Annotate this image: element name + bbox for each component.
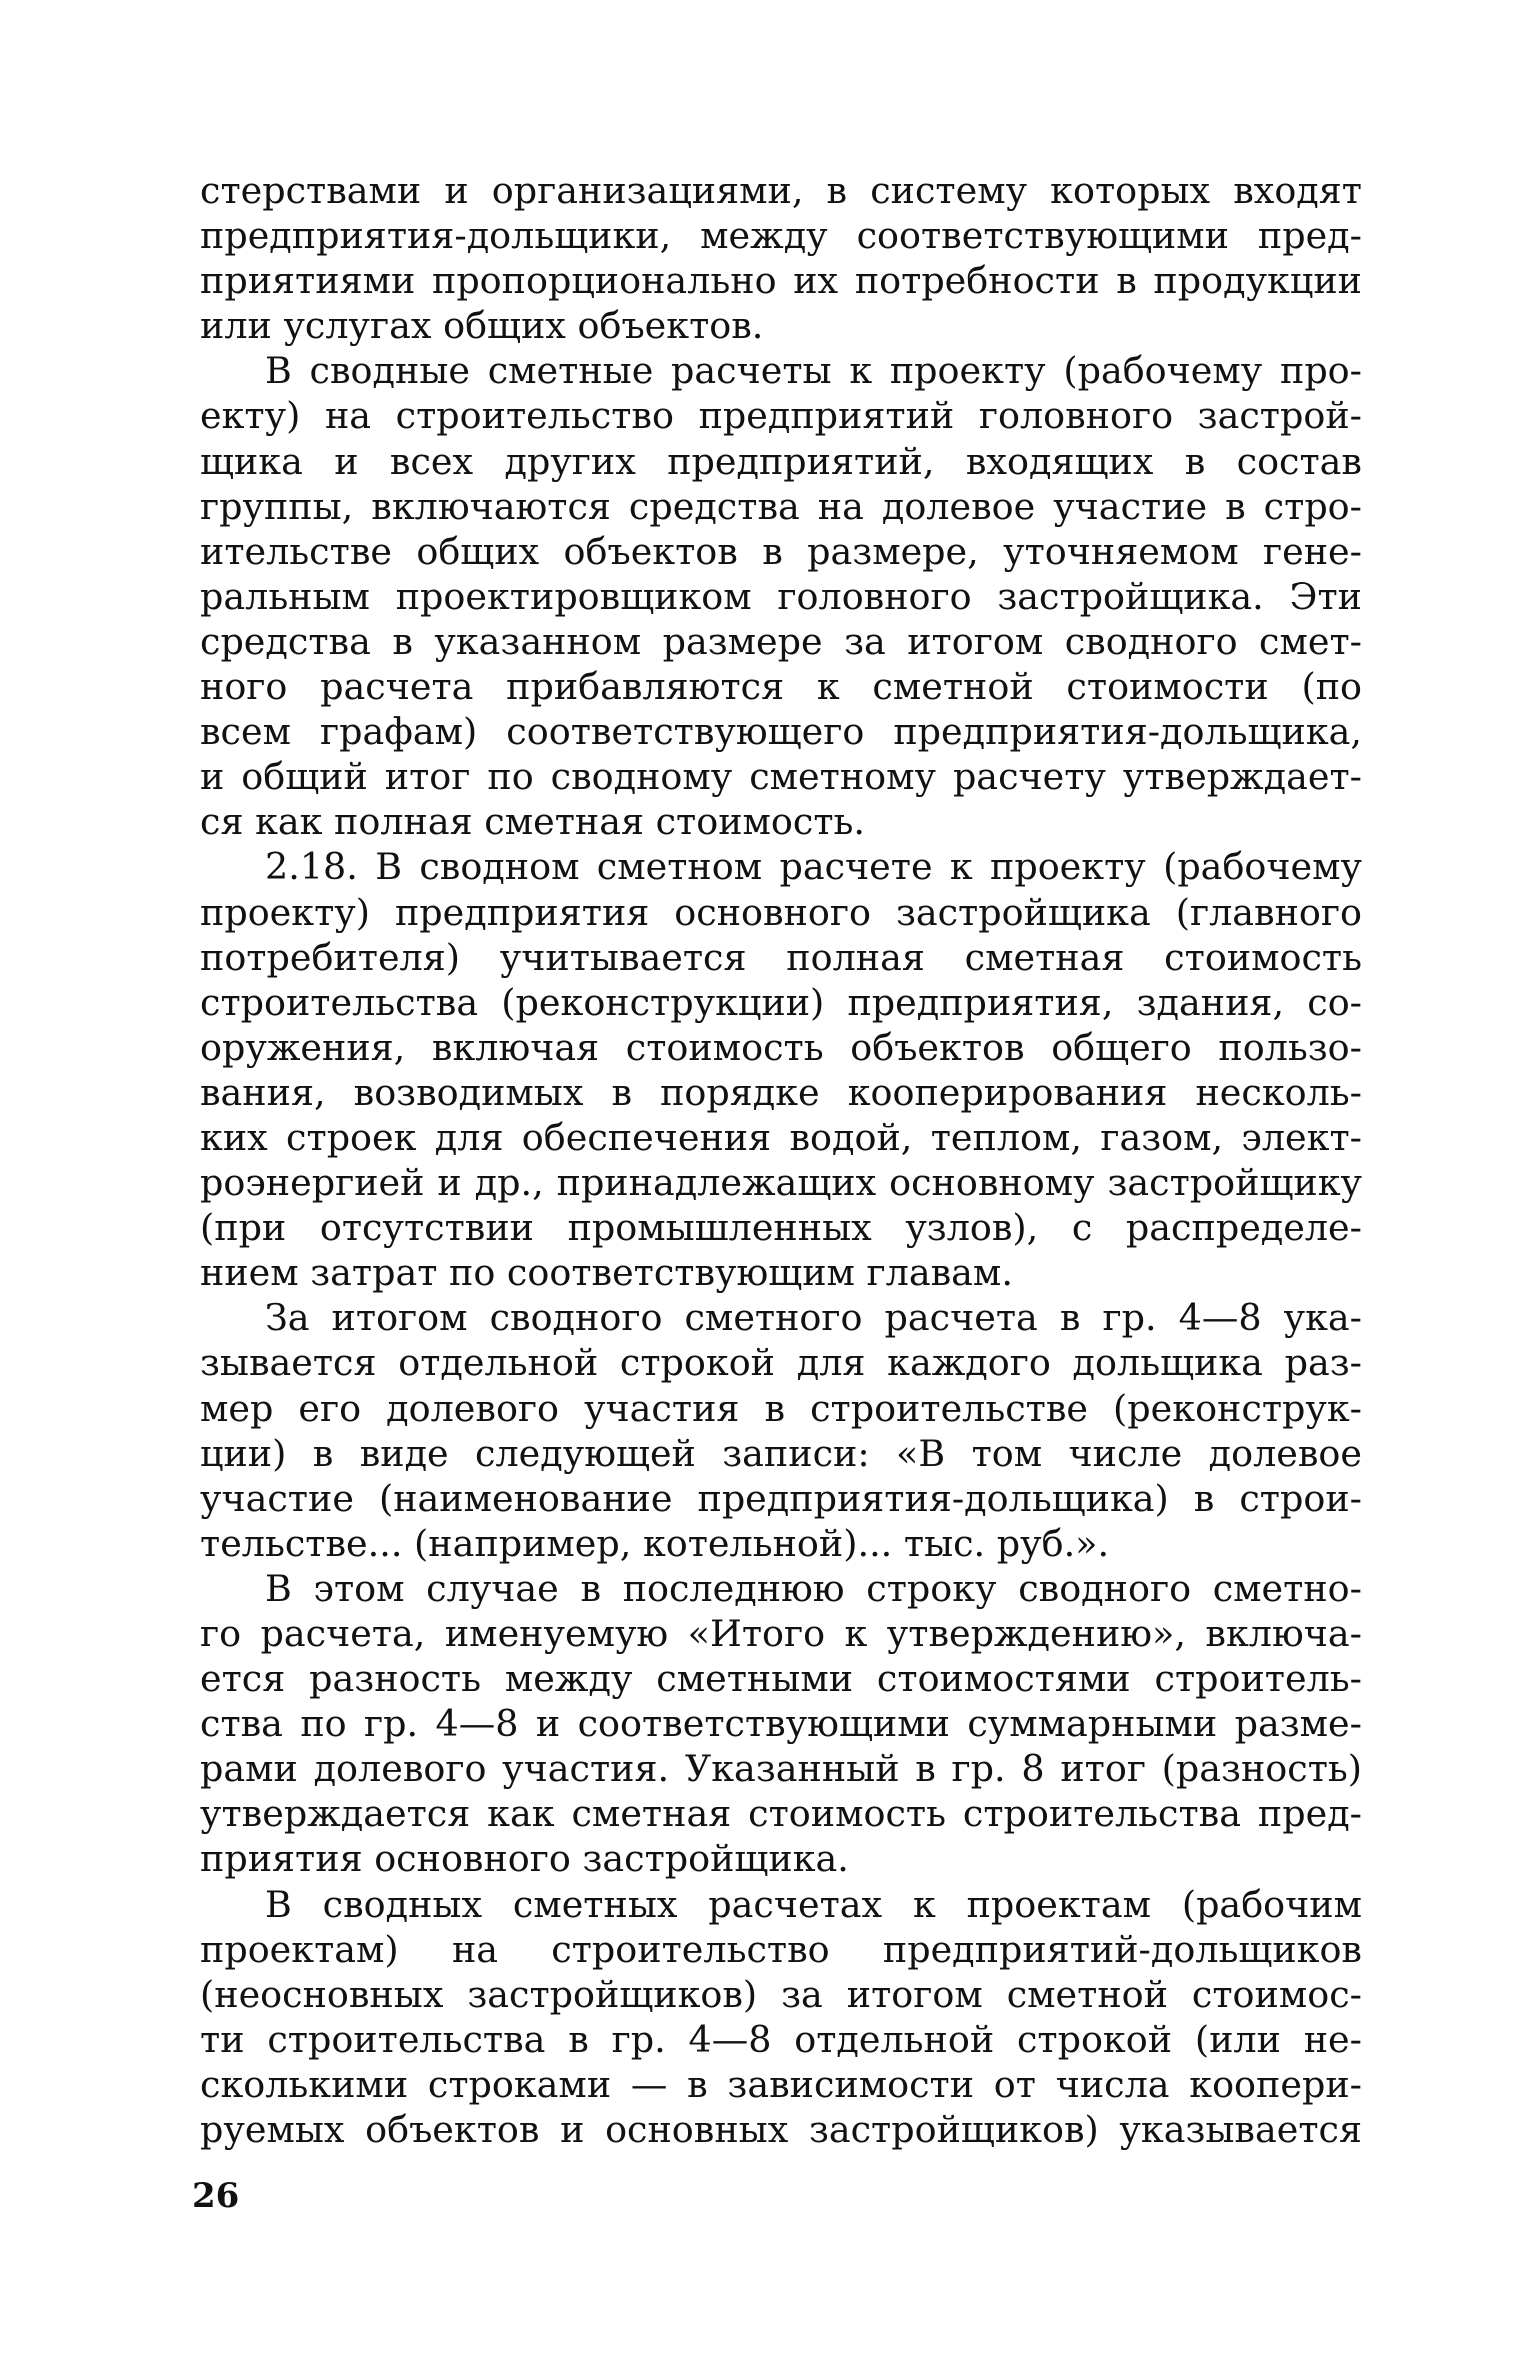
- text-line: рами долевого участия. Указанный в гр. 8 итог (разность): [200, 1747, 1362, 1791]
- text-line: тельстве... (например, котельной)... тыс. руб.».: [200, 1521, 1110, 1565]
- text-line: зывается отдельной строкой для каждого дольщика раз-: [200, 1341, 1362, 1385]
- text-line: ительстве общих объектов в размере, уточняемом гене-: [200, 529, 1362, 573]
- text-line: ти строительства в гр. 4—8 отдельной строкой (или не-: [200, 2017, 1362, 2061]
- text-line: 2.18. В сводном сметном расчете к проекту (рабочему: [265, 845, 1362, 889]
- text-line: предприятия-дольщики, между соответствующими пред-: [200, 214, 1362, 258]
- text-line: участие (наименование предприятия-дольщика) в строи-: [200, 1476, 1362, 1520]
- text-line: ких строек для обеспечения водой, теплом, газом, элект-: [200, 1115, 1362, 1159]
- text-line: ральным проектировщиком головного застройщика. Эти: [200, 574, 1362, 618]
- text-line: проекту) предприятия основного застройщика (главного: [200, 890, 1362, 934]
- text-line: За итогом сводного сметного расчета в гр. 4—8 ука-: [265, 1296, 1362, 1340]
- text-line: всем графам) соответствующего предприятия-дольщика,: [200, 710, 1362, 754]
- text-line: го расчета, именуемую «Итого к утверждению», включа-: [200, 1612, 1362, 1655]
- text-line: В сводных сметных расчетах к проектам (рабочим: [265, 1882, 1362, 1926]
- text-line: роэнергией и др., принадлежащих основному застройщику: [200, 1161, 1362, 1205]
- text-line: приятия основного застройщика.: [200, 1837, 849, 1881]
- text-line: ства по гр. 4—8 и соответствующими суммарными разме-: [200, 1702, 1362, 1746]
- text-line: екту) на строительство предприятий головного застрой-: [200, 394, 1362, 438]
- text-line: В этом случае в последнюю строку сводного сметно-: [265, 1566, 1362, 1610]
- page-text: [200, 168, 1362, 2152]
- text-line: В сводные сметные расчеты к проекту (рабочему про-: [265, 349, 1362, 393]
- text-line: сколькими строками — в зависимости от числа коопери-: [200, 2062, 1362, 2106]
- text-line: проектам) на строительство предприятий-дольщиков: [200, 1927, 1362, 1971]
- text-line: руемых объектов и основных застройщиков) указывается: [200, 2108, 1362, 2152]
- text-line: ся как полная сметная стоимость.: [200, 800, 866, 844]
- text-line: нием затрат по соответствующим главам.: [200, 1251, 1013, 1295]
- page-number: 26: [192, 2176, 240, 2216]
- text-line: потребителя) учитывается полная сметная стоимость: [200, 935, 1362, 979]
- text-line: группы, включаются средства на долевое участие в стро-: [200, 484, 1362, 528]
- text-line: стерствами и организациями, в систему которых входят: [200, 169, 1362, 212]
- text-line: (неосновных застройщиков) за итогом сметной стоимос-: [200, 1972, 1362, 2016]
- text-line: или услугах общих объектов.: [200, 304, 764, 348]
- text-line: строительства (реконструкции) предприятия, здания, со-: [200, 980, 1362, 1024]
- text-line: ется разность между сметными стоимостями строитель-: [200, 1657, 1362, 1701]
- text-line: и общий итог по сводному сметному расчету утверждает-: [200, 755, 1362, 799]
- text-line: средства в указанном размере за итогом сводного смет-: [200, 619, 1362, 663]
- text-line: вания, возводимых в порядке кооперирования несколь-: [200, 1070, 1362, 1114]
- text-line: приятиями пропорционально их потребности в продукции: [200, 259, 1362, 303]
- text-line: ного расчета прибавляются к сметной стоимости (по: [200, 665, 1362, 709]
- text-line: мер его долевого участия в строительстве (реконструк-: [200, 1386, 1362, 1430]
- text-line: щика и всех других предприятий, входящих в состав: [200, 439, 1362, 483]
- text-line: оружения, включая стоимость объектов общего пользо-: [200, 1025, 1362, 1069]
- text-line: (при отсутствии промышленных узлов), с распределе-: [200, 1206, 1362, 1250]
- text-line: ции) в виде следующей записи: «В том числе долевое: [200, 1431, 1362, 1475]
- text-line: утверждается как сметная стоимость строительства пред-: [200, 1792, 1362, 1836]
